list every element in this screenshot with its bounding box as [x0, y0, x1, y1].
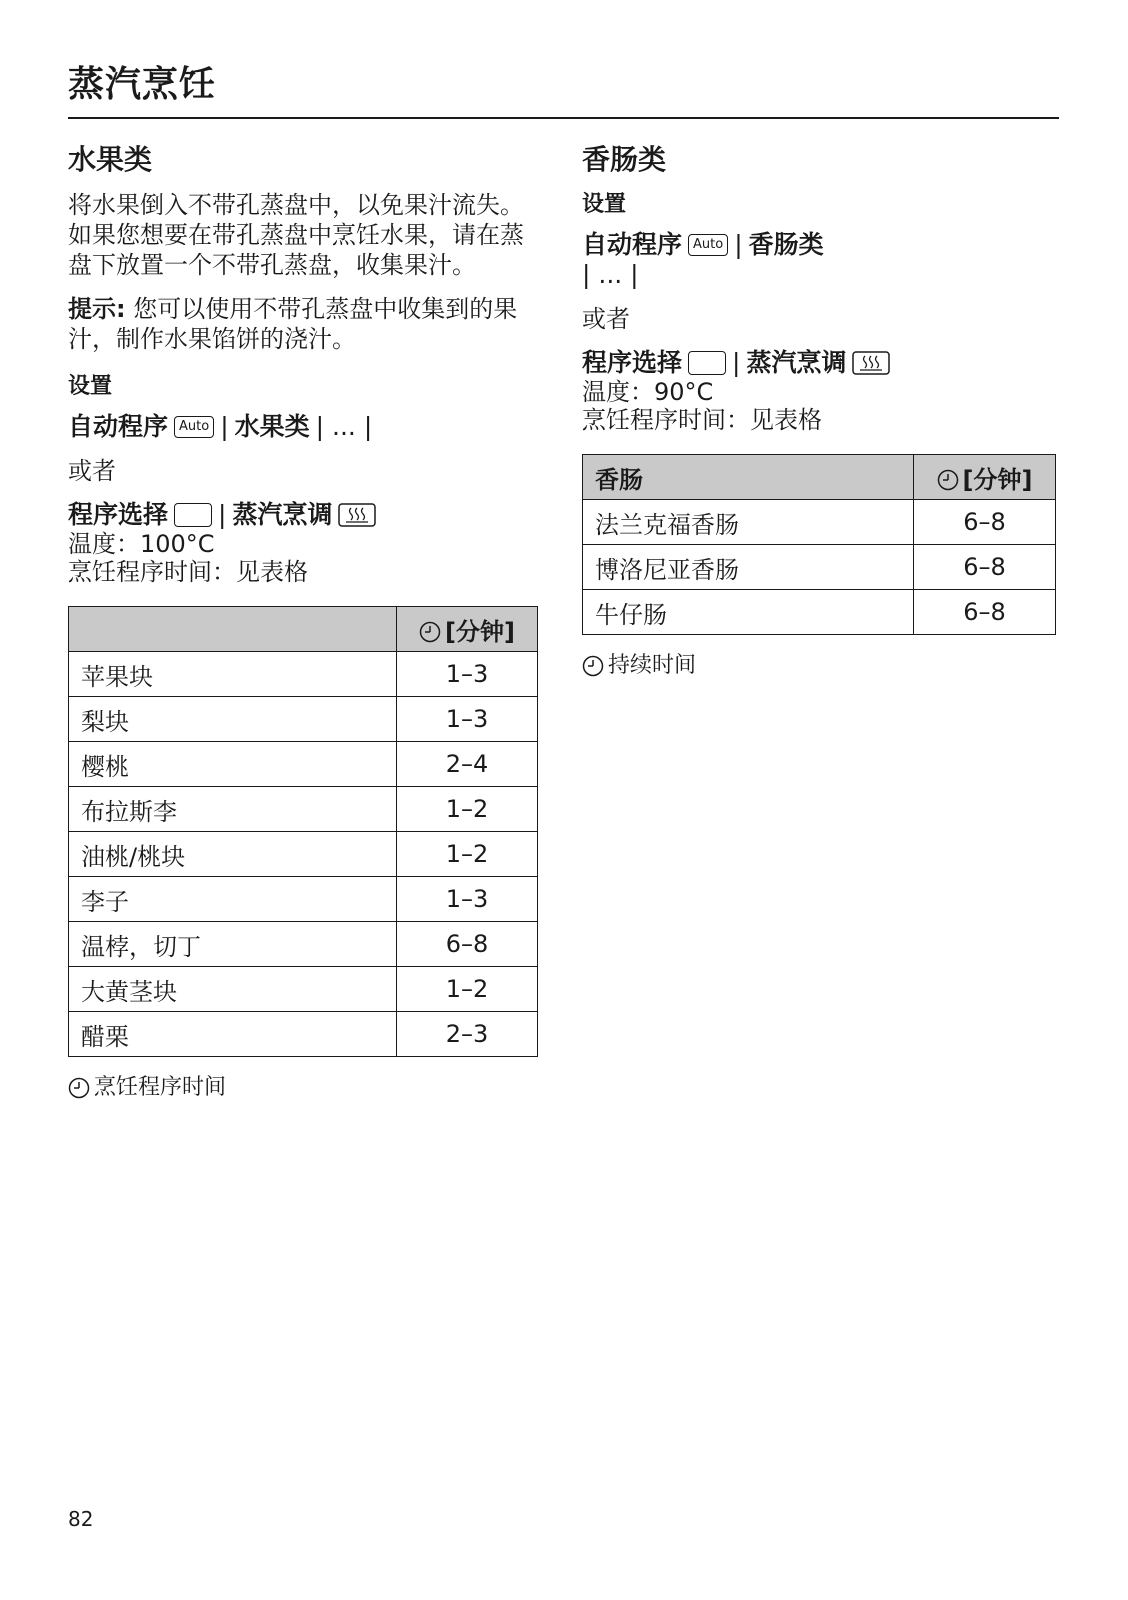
- fruit-table-header-time: [396, 607, 537, 652]
- table-cell-item: 樱桃: [69, 742, 397, 787]
- sausage-table-header: [583, 455, 1056, 500]
- sausage-settings-heading: 设置: [582, 192, 627, 217]
- clock-icon: [419, 621, 441, 643]
- table-row: [69, 742, 538, 787]
- table-row: [583, 590, 1056, 635]
- table-cell-item: 温桲，切丁: [69, 922, 397, 967]
- steam-cooking-icon: [338, 503, 376, 527]
- sausage-auto-path: [582, 230, 1062, 260]
- fruit-path1-sep: |: [220, 412, 229, 441]
- sausage-path1-more-line: [582, 260, 1062, 290]
- sausage-path2-menu: 程序选择: [582, 348, 683, 377]
- table-cell-time: 1–3: [396, 697, 537, 742]
- table-cell-item: 法兰克福香肠: [583, 500, 914, 545]
- sausage-or: 或者: [582, 305, 630, 333]
- table-cell-time: 1–2: [396, 832, 537, 877]
- table-cell-item: 牛仔肠: [583, 590, 914, 635]
- sausage-time: 烹饪程序时间：见表格: [582, 406, 822, 434]
- fruit-path2-item: 蒸汽烹调: [232, 500, 333, 529]
- table-cell-item: 博洛尼亚香肠: [583, 545, 914, 590]
- fruit-path1-menu: 自动程序: [68, 412, 169, 441]
- sausage-heading: 香肠类: [582, 143, 667, 176]
- fruit-temperature: 温度：100°C: [68, 530, 215, 558]
- auto-button-icon: Auto: [174, 416, 214, 438]
- table-cell-item: 李子: [69, 877, 397, 922]
- title-divider: [68, 117, 1059, 119]
- fruit-table-header-item: [69, 607, 397, 652]
- sausage-legend: [582, 651, 1062, 681]
- auto-button-icon: Auto: [688, 234, 728, 256]
- table-row: [69, 1012, 538, 1057]
- steam-cooking-icon: [852, 351, 890, 375]
- table-cell-item: 苹果块: [69, 652, 397, 697]
- sausage-path1-more: | ... |: [582, 260, 639, 289]
- program-select-button-icon: [688, 351, 726, 375]
- fruit-heading: 水果类: [68, 143, 153, 176]
- table-cell-time: 2–4: [396, 742, 537, 787]
- table-row: [583, 545, 1056, 590]
- clock-icon: [937, 469, 959, 491]
- table-cell-time: 6–8: [914, 500, 1056, 545]
- sausage-table-header-time: [914, 455, 1056, 500]
- table-row: [583, 500, 1056, 545]
- table-cell-time: 1–2: [396, 967, 537, 1012]
- sausage-path1-sep: |: [734, 230, 743, 259]
- fruit-path1-item: 水果类: [234, 412, 310, 441]
- table-row: [69, 922, 538, 967]
- sausage-table-header-time-label: [分钟]: [962, 465, 1033, 494]
- table-row: [69, 787, 538, 832]
- fruit-legend: [68, 1073, 538, 1103]
- table-cell-item: 梨块: [69, 697, 397, 742]
- table-row: [69, 877, 538, 922]
- sausage-path2-item: 蒸汽烹调: [746, 348, 847, 377]
- fruit-table: [68, 606, 538, 1057]
- sausage-legend-text: 持续时间: [608, 653, 697, 678]
- page-number: 82: [68, 1507, 94, 1531]
- fruit-time: 烹饪程序时间：见表格: [68, 558, 308, 586]
- fruit-path2-menu: 程序选择: [68, 500, 169, 529]
- fruit-section: [68, 140, 538, 1103]
- fruit-path2-sep: |: [218, 500, 227, 529]
- sausage-path1-item: 香肠类: [748, 230, 824, 259]
- sausage-path1-menu: 自动程序: [582, 230, 683, 259]
- fruit-table-header: [69, 607, 538, 652]
- clock-icon: [582, 655, 604, 677]
- table-cell-time: 6–8: [914, 590, 1056, 635]
- table-row: [69, 967, 538, 1012]
- sausage-table: [582, 454, 1056, 635]
- program-select-button-icon: [174, 503, 212, 527]
- table-row: [69, 652, 538, 697]
- fruit-legend-text: 烹饪程序时间: [94, 1075, 227, 1100]
- table-cell-item: 布拉斯李: [69, 787, 397, 832]
- fruit-or: 或者: [68, 457, 116, 485]
- fruit-table-header-time-label: [分钟]: [445, 617, 515, 646]
- sausage-path2-sep: |: [732, 348, 741, 377]
- sausage-program-path: [582, 348, 1062, 378]
- table-cell-item: 醋栗: [69, 1012, 397, 1057]
- table-cell-time: 1–3: [396, 877, 537, 922]
- fruit-tip-text: 您可以使用不带孔蒸盘中收集到的果汁，制作水果馅饼的浇汁。: [68, 295, 518, 353]
- table-cell-time: 1–3: [396, 652, 537, 697]
- table-cell-time: 2–3: [396, 1012, 537, 1057]
- fruit-description: 将水果倒入不带孔蒸盘中，以免果汁流失。如果您想要在带孔蒸盘中烹饪水果，请在蒸盘下放置一个不带孔蒸盘，收集果汁。: [68, 191, 524, 279]
- fruit-tip: [68, 294, 538, 354]
- fruit-program-path: [68, 500, 538, 530]
- table-cell-time: 6–8: [396, 922, 537, 967]
- sausage-temperature: 温度：90°C: [582, 378, 714, 406]
- table-cell-item: 油桃/桃块: [69, 832, 397, 877]
- table-cell-item: 大黄茎块: [69, 967, 397, 1012]
- fruit-settings-heading: 设置: [68, 374, 113, 399]
- table-cell-time: 1–2: [396, 787, 537, 832]
- fruit-tip-label: 提示:: [68, 295, 126, 323]
- page-title: 蒸汽烹饪: [68, 64, 217, 105]
- table-cell-time: 6–8: [914, 545, 1056, 590]
- fruit-path1-more: | ... |: [315, 412, 373, 441]
- clock-icon: [68, 1077, 90, 1099]
- sausage-table-header-item: 香肠: [583, 455, 914, 500]
- table-row: [69, 697, 538, 742]
- fruit-auto-path: [68, 412, 538, 442]
- table-row: [69, 832, 538, 877]
- sausage-section: [582, 140, 1062, 681]
